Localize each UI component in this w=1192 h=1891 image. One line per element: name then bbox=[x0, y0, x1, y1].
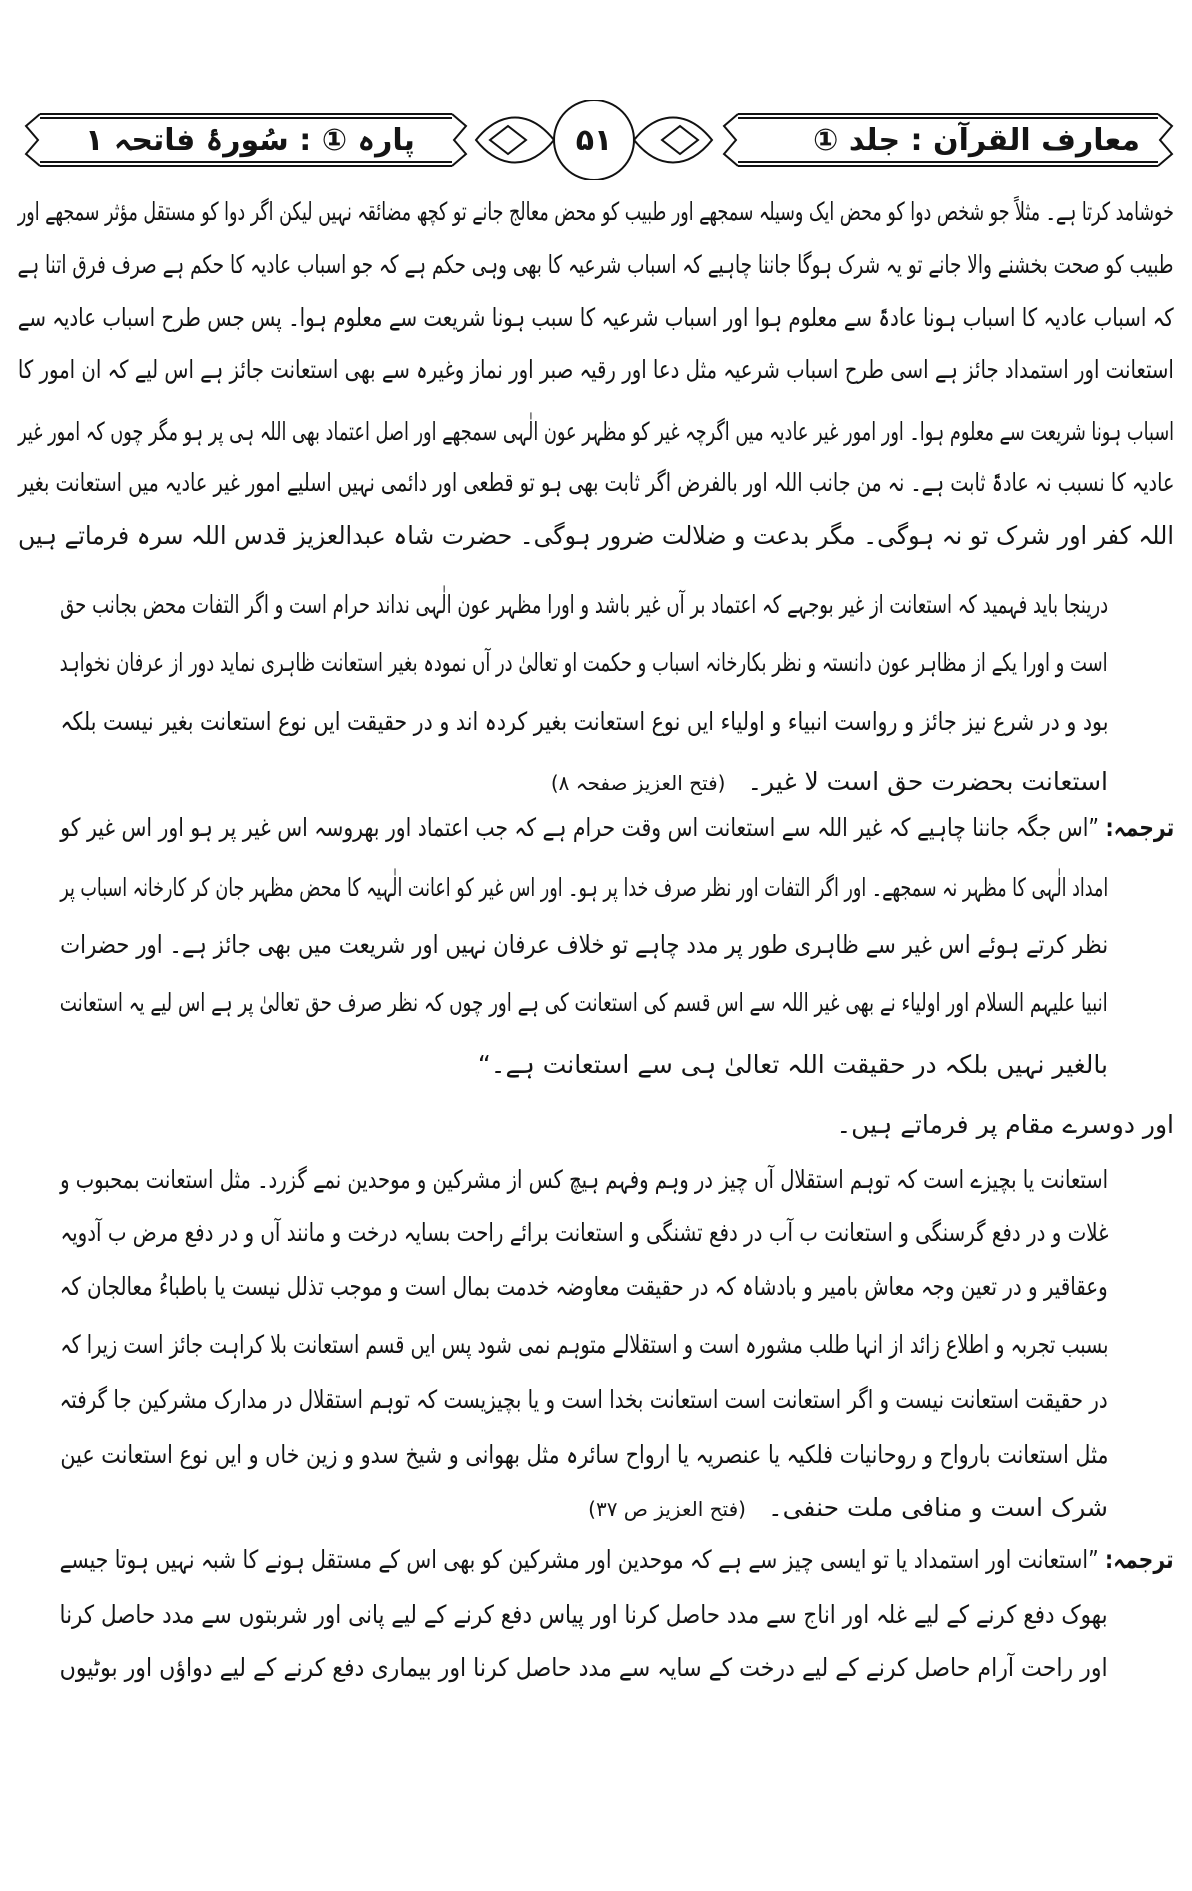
quote-line bbox=[60, 1158, 1108, 1202]
translation-line bbox=[60, 866, 1108, 910]
quote-line-text: استعانت یا بچیزے است کہ توہم استقلال آں چیز در وہم وفہم ہیچ کس از مشرکین و موحدین نمے گزرد۔ مثل استعانت بمحبوب و bbox=[60, 1165, 1108, 1194]
body-line-text: عادیہ کا نسبب نہ عادۃً ثابت ہے۔ نہ من جانب اللہ اور بالفرض اگر ثابت بھی ہو تو قطعی اور دائمی نہیں اسلیے امور غیر عادیہ میں استعانت بغیر bbox=[18, 468, 1174, 497]
translation-line bbox=[60, 1043, 1108, 1087]
quote-line bbox=[60, 700, 1108, 744]
quote-line bbox=[60, 1433, 1108, 1477]
translation-line-text: انبیا علیہم السلام اور اولیاء نے بھی غیر اللہ سے اس قسم کی استعانت کی ہے اور چوں کہ نظر صرف حق تعالیٰ پر ہے اس لیے یہ استعانت bbox=[60, 988, 1108, 1017]
quote-line-text: بود و در شرع نیز جائز و رواست انبیاء و اولیاء ایں نوع استعانت بغیر کردہ اند و در حقیقت ایں نوع استعانت بغیر نیست بلکہ bbox=[60, 707, 1108, 736]
body-line bbox=[18, 348, 1174, 392]
citation: (فتح العزیز ص ۳۷) bbox=[588, 1497, 746, 1521]
transition-line bbox=[18, 1103, 1174, 1147]
quote-line-text: درینجا باید فہمید کہ استعانت از غیر بوجہے کہ اعتماد بر آں غیر باشد و اورا مظہر عون الٰہی نداند حرام است و اگر التفات محض بجانب حق bbox=[60, 590, 1108, 619]
page-number: ۵۱ bbox=[575, 123, 613, 158]
translation-label: ترجمہ: bbox=[1105, 1545, 1174, 1574]
quote-line bbox=[60, 1323, 1108, 1367]
quote-line bbox=[60, 1378, 1108, 1422]
translation-line bbox=[60, 923, 1108, 967]
citation: (فتح العزیز صفحہ ۸) bbox=[550, 771, 726, 795]
translation-line bbox=[60, 1646, 1108, 1690]
quote-line-text: است و اورا یکے از مظاہر عون دانستہ و نظر بکارخانہ اسباب و حکمت او تعالیٰ در آں نمودہ بغیر استعانت ظاہری نماید دور از عرفان نخواہد bbox=[60, 648, 1108, 677]
running-header-section: پارہ ① : سُورۂ فاتحہ ۱ bbox=[85, 123, 415, 158]
body-line-text: اسباب ہونا شریعت سے معلوم ہوا۔ اور امور غیر عادیہ میں اگرچہ غیر کو مظہر عون الٰہی سمجھے اور اصل اعتماد بھی اللہ ہی پر ہو مگر چوں کہ امور غیر bbox=[18, 417, 1174, 446]
quote-line bbox=[60, 583, 1108, 627]
translation-line-text: امداد الٰہی کا مظہر نہ سمجھے۔ اور اگر التفات اور نظر صرف خدا پر ہو۔ اور اس غیر کو اعانت الٰہیہ کا محض مظہر جان کر کارخانہ اسباب پر bbox=[60, 873, 1108, 902]
body-line-text: خوشامد کرتا ہے۔ مثلاً جو شخص دوا کو محض ایک وسیلہ سمجھے اور طبیب کو محض معالج جانے تو کچھ مضائقہ نہیں لیکن اگر دوا کو مستقل مؤثر سمجھے اور bbox=[18, 197, 1174, 226]
quote-line-text: غلات و در دفع گرسنگی و استعانت ب آب در دفع تشنگی و استعانت برائے راحت بسایہ درخت و مانند آں و در دفع مرض ب آدویہ bbox=[60, 1218, 1108, 1247]
translation-line-text: ”استعانت اور استمداد یا تو ایسی چیز سے ہے کہ موحدین اور مشرکین کو بھی اس کے مستقل ہونے کا شبہ نہیں ہوتا جیسے bbox=[60, 1545, 1100, 1574]
translation-line bbox=[60, 981, 1108, 1025]
quote-line bbox=[60, 641, 1108, 685]
transition-text: اور دوسرے مقام پر فرماتے ہیں۔ bbox=[836, 1110, 1174, 1139]
quote-line-text: استعانت بحضرت حق است لا غیر۔ bbox=[747, 767, 1108, 796]
body-line-text: اللہ کفر اور شرک تو نہ ہوگی۔ مگر بدعت و ضلالت ضرور ہوگی۔ حضرت شاہ عبدالعزیز قدس اللہ سرہ فرماتے ہیں bbox=[18, 521, 1174, 550]
body-line bbox=[18, 461, 1174, 505]
body-line bbox=[18, 514, 1174, 558]
translation-line-text: نظر کرتے ہوئے اس غیر سے ظاہری طور پر مدد چاہے تو خلاف عرفان نہیں اور شریعت میں بھی جائز ہے۔ اور حضرات bbox=[60, 930, 1108, 959]
quote-line-text: مثل استعانت بارواح و روحانیات فلکیہ یا عنصریہ یا ارواح سائرہ مثل بھوانی و شیخ سدو و زین خاں و ایں نوع استعانت عین bbox=[60, 1440, 1108, 1469]
quote-line-text: در حقیقت استعانت نیست و اگر استعانت است استعانت بخدا است و یا بچیزیست کہ توہم استقلال در مدارک مشرکین جا گرفتہ bbox=[60, 1385, 1108, 1414]
translation-line bbox=[60, 1538, 1174, 1582]
body-line bbox=[18, 296, 1174, 340]
quote-line bbox=[60, 1486, 1108, 1530]
translation-line-text: ”اس جگہ جاننا چاہیے کہ غیر اللہ سے استعانت اس وقت حرام ہے کہ جب اعتماد اور بھروسہ اس غیر پر ہو اور اس غیر کو bbox=[60, 813, 1099, 842]
translation-label: ترجمہ: bbox=[1105, 813, 1174, 842]
running-header-book-title: معارف القرآن : جلد ① bbox=[813, 123, 1140, 158]
quote-line-text: وعقاقیر و در تعین وجہ معاش بامیر و بادشاہ کہ در حقیقت معاوضہ خدمت بمال است و موجب تذلل نیست یا باطباءُ معالجان کہ bbox=[60, 1272, 1108, 1301]
quote-line bbox=[60, 1211, 1108, 1255]
quote-line-text: شرک است و منافی ملت حنفی۔ bbox=[767, 1493, 1108, 1522]
quote-line-text: بسبب تجربہ و اطلاع زائد از انہا طلب مشورہ است و استقلالے متوہم نمی شود پس ایں قسم استعانت بلا کراہت جائز است زیرا کہ bbox=[60, 1330, 1108, 1359]
translation-line-text: اور راحت آرام حاصل کرنے کے لیے درخت کے سایہ سے مدد حاصل کرنا اور بیماری دفع کرنے کے لیے دواؤں اور بوٹیوں bbox=[60, 1653, 1108, 1682]
body-line-text: کہ اسباب عادیہ کا اسباب ہونا عادۃً سے معلوم ہوا اور اسباب شرعیہ کا سبب ہونا شریعت سے معلوم ہوا۔ پس جس طرح اسباب عادیہ سے bbox=[18, 303, 1174, 332]
quote-line bbox=[60, 1265, 1108, 1309]
quote-line bbox=[60, 760, 1108, 804]
translation-line bbox=[60, 1593, 1108, 1637]
translation-line-text: بھوک دفع کرنے کے لیے غلہ اور اناج سے مدد حاصل کرنا اور پیاس دفع کرنے کے لیے پانی اور شربتوں سے مدد حاصل کرنا bbox=[60, 1600, 1108, 1629]
body-line bbox=[18, 243, 1174, 287]
body-line bbox=[18, 190, 1174, 234]
translation-line-text: بالغیر نہیں بلکہ در حقیقت اللہ تعالیٰ ہی سے استعانت ہے۔“ bbox=[477, 1050, 1108, 1079]
body-line-text: طبیب کو صحت بخشنے والا جانے تو یہ شرک ہوگا جاننا چاہیے کہ اسباب شرعیہ کا بھی وہی حکم ہے کہ جو اسباب عادیہ کا حکم ہے صرف فرق اتنا ہے bbox=[18, 250, 1174, 279]
translation-line bbox=[60, 806, 1174, 850]
body-line bbox=[18, 410, 1174, 454]
body-line-text: استعانت اور استمداد جائز ہے اسی طرح اسباب شرعیہ مثل دعا اور رقیہ صبر اور نماز وغیرہ سے بھی استعانت جائز ہے اس لیے کہ ان امور کا bbox=[18, 355, 1174, 384]
